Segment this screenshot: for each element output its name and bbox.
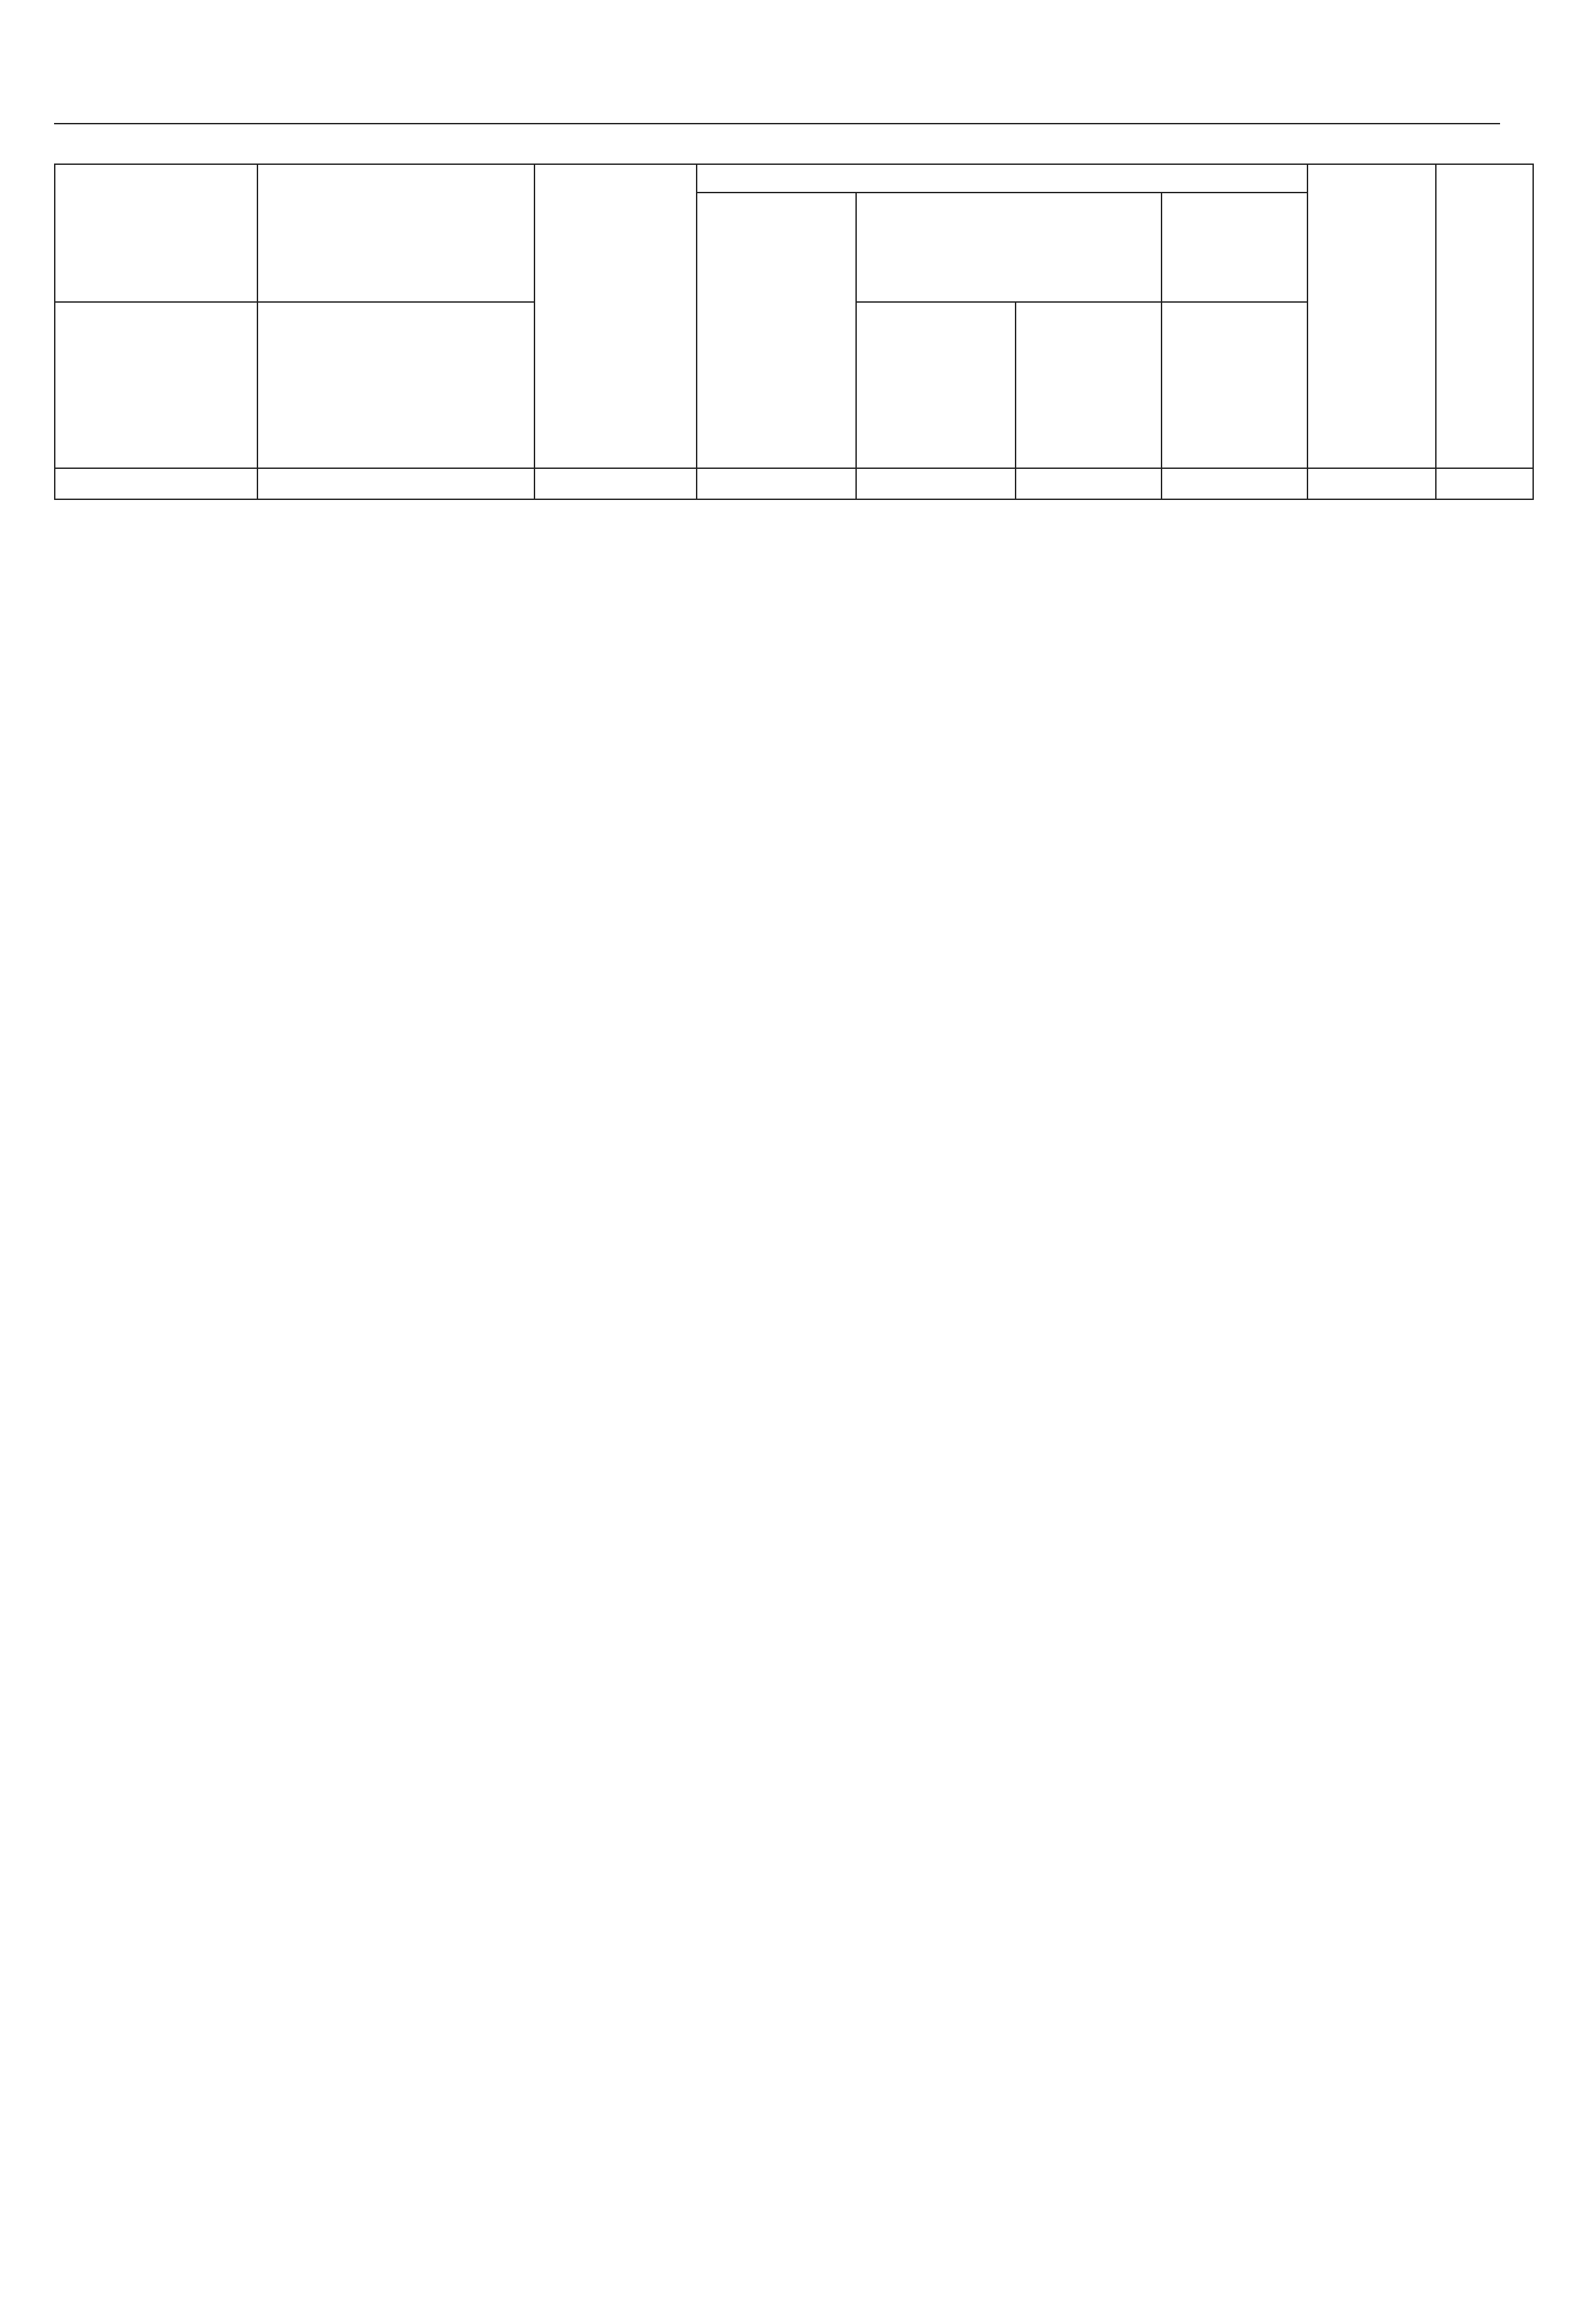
header-rule (54, 123, 1500, 124)
column-number (534, 468, 697, 499)
header-direct-costs (534, 164, 697, 468)
column-number (257, 468, 534, 499)
column-numbers-row (55, 468, 1533, 499)
header-including (697, 164, 1307, 193)
column-number (697, 468, 856, 499)
column-number (1307, 468, 1436, 499)
header-name (257, 164, 534, 302)
header-machines (856, 193, 1162, 302)
header-material-code (55, 302, 257, 468)
header-row-1 (55, 164, 1533, 193)
header-wages (697, 193, 856, 468)
column-number (55, 468, 257, 499)
column-number (1436, 468, 1533, 499)
header-unaccounted-materials (1162, 302, 1307, 468)
header-machines-total (856, 302, 1016, 468)
column-number (856, 468, 1016, 499)
column-number (1162, 468, 1307, 499)
header-labor (1307, 164, 1436, 468)
header-mass (1436, 164, 1533, 468)
header-operator-wages (1016, 302, 1162, 468)
header-material-name (257, 302, 534, 468)
column-number (1016, 468, 1162, 499)
price-table (54, 164, 1534, 500)
header-code (55, 164, 257, 302)
header-materials (1162, 193, 1307, 302)
